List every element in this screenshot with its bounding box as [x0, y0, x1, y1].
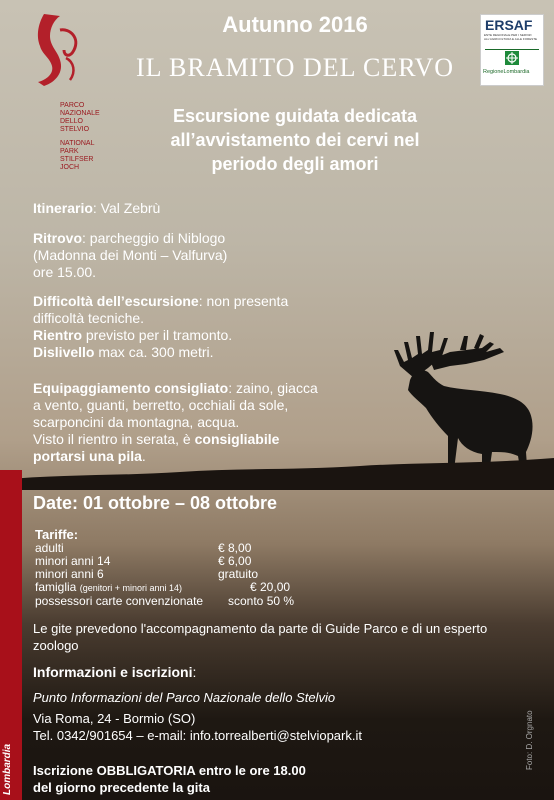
difficolta: Difficoltà dell’escursione: non presenta difficoltà tecniche. Rientro previsto per il tramonto. Dislivello max ca. 300 metri. [33, 293, 289, 360]
tariffe-row: minori anni 6 gratuito [35, 567, 259, 581]
ersaf-name: ERSAF [485, 17, 533, 33]
tariffe-row: adulti € 8,00 [35, 541, 252, 555]
park-name: PARCO NAZIONALE DELLO STELVIO NATIONAL PARK STILFSER JOCH [60, 102, 100, 171]
park-logo-icon [30, 10, 85, 90]
mandatory-notice: Iscrizione OBBLIGATORIA entro le ore 18.00 del giorno precedente la gita [33, 763, 306, 795]
region-name: RegioneLombardia [483, 69, 530, 75]
event-year: Autunno 2016 [222, 12, 368, 37]
guide-note: Le gite prevedono l'accompagnamento da parte di Guide Parco e di un esperto zoologo [33, 621, 488, 653]
tariffe-row: minori anni 14 € 6,00 [35, 554, 252, 568]
event-subtitle: Escursione guidata dedicata all’avvistamento dei cervi nel periodo degli amori [170, 106, 420, 174]
ersaf-tagline: ENTE REGIONALE PER I SERVIZI ALL'AGRICOLTURA E ALLE FORESTE [484, 33, 538, 41]
event-dates: Date: 01 ottobre – 08 ottobre [33, 493, 278, 513]
region-sidebar-label: Lombardia [2, 743, 13, 795]
info-title: Informazioni e iscrizioni: [33, 664, 197, 680]
event-title: IL BRAMITO DEL CERVO [135, 53, 455, 82]
info-office: Punto Informazioni del Parco Nazionale dello Stelvio [33, 690, 336, 705]
info-address: Via Roma, 24 - Bormio (SO) [33, 711, 196, 726]
tariffe-row: famiglia (genitori + minori anni 14) € 20,00 [35, 580, 291, 594]
ritrovo: Ritrovo: parcheggio di Niblogo (Madonna dei Monti – Valfurva) ore 15.00. [33, 230, 228, 280]
tariffe-table [35, 528, 294, 608]
lombardia-rose-icon [505, 51, 519, 65]
itinerario: Itinerario: Val Zebrù [33, 200, 161, 216]
photo-credit: Foto: D. Orgnato [525, 710, 534, 770]
tariffe-title: Tariffe: [35, 527, 79, 542]
equipaggiamento: Equipaggiamento consigliato: zaino, giacca a vento, guanti, berretto, occhiali da sole, scarponcini da montagna, acqua. Visto il rientro in serata, è consigliabile portarsi una pila. [33, 380, 318, 464]
tariffe-row: possessori carte convenzionate sconto 50 % [35, 594, 295, 608]
info-contact: Tel. 0342/901654 – e-mail: info.torrealberti@stelviopark.it [33, 728, 362, 743]
